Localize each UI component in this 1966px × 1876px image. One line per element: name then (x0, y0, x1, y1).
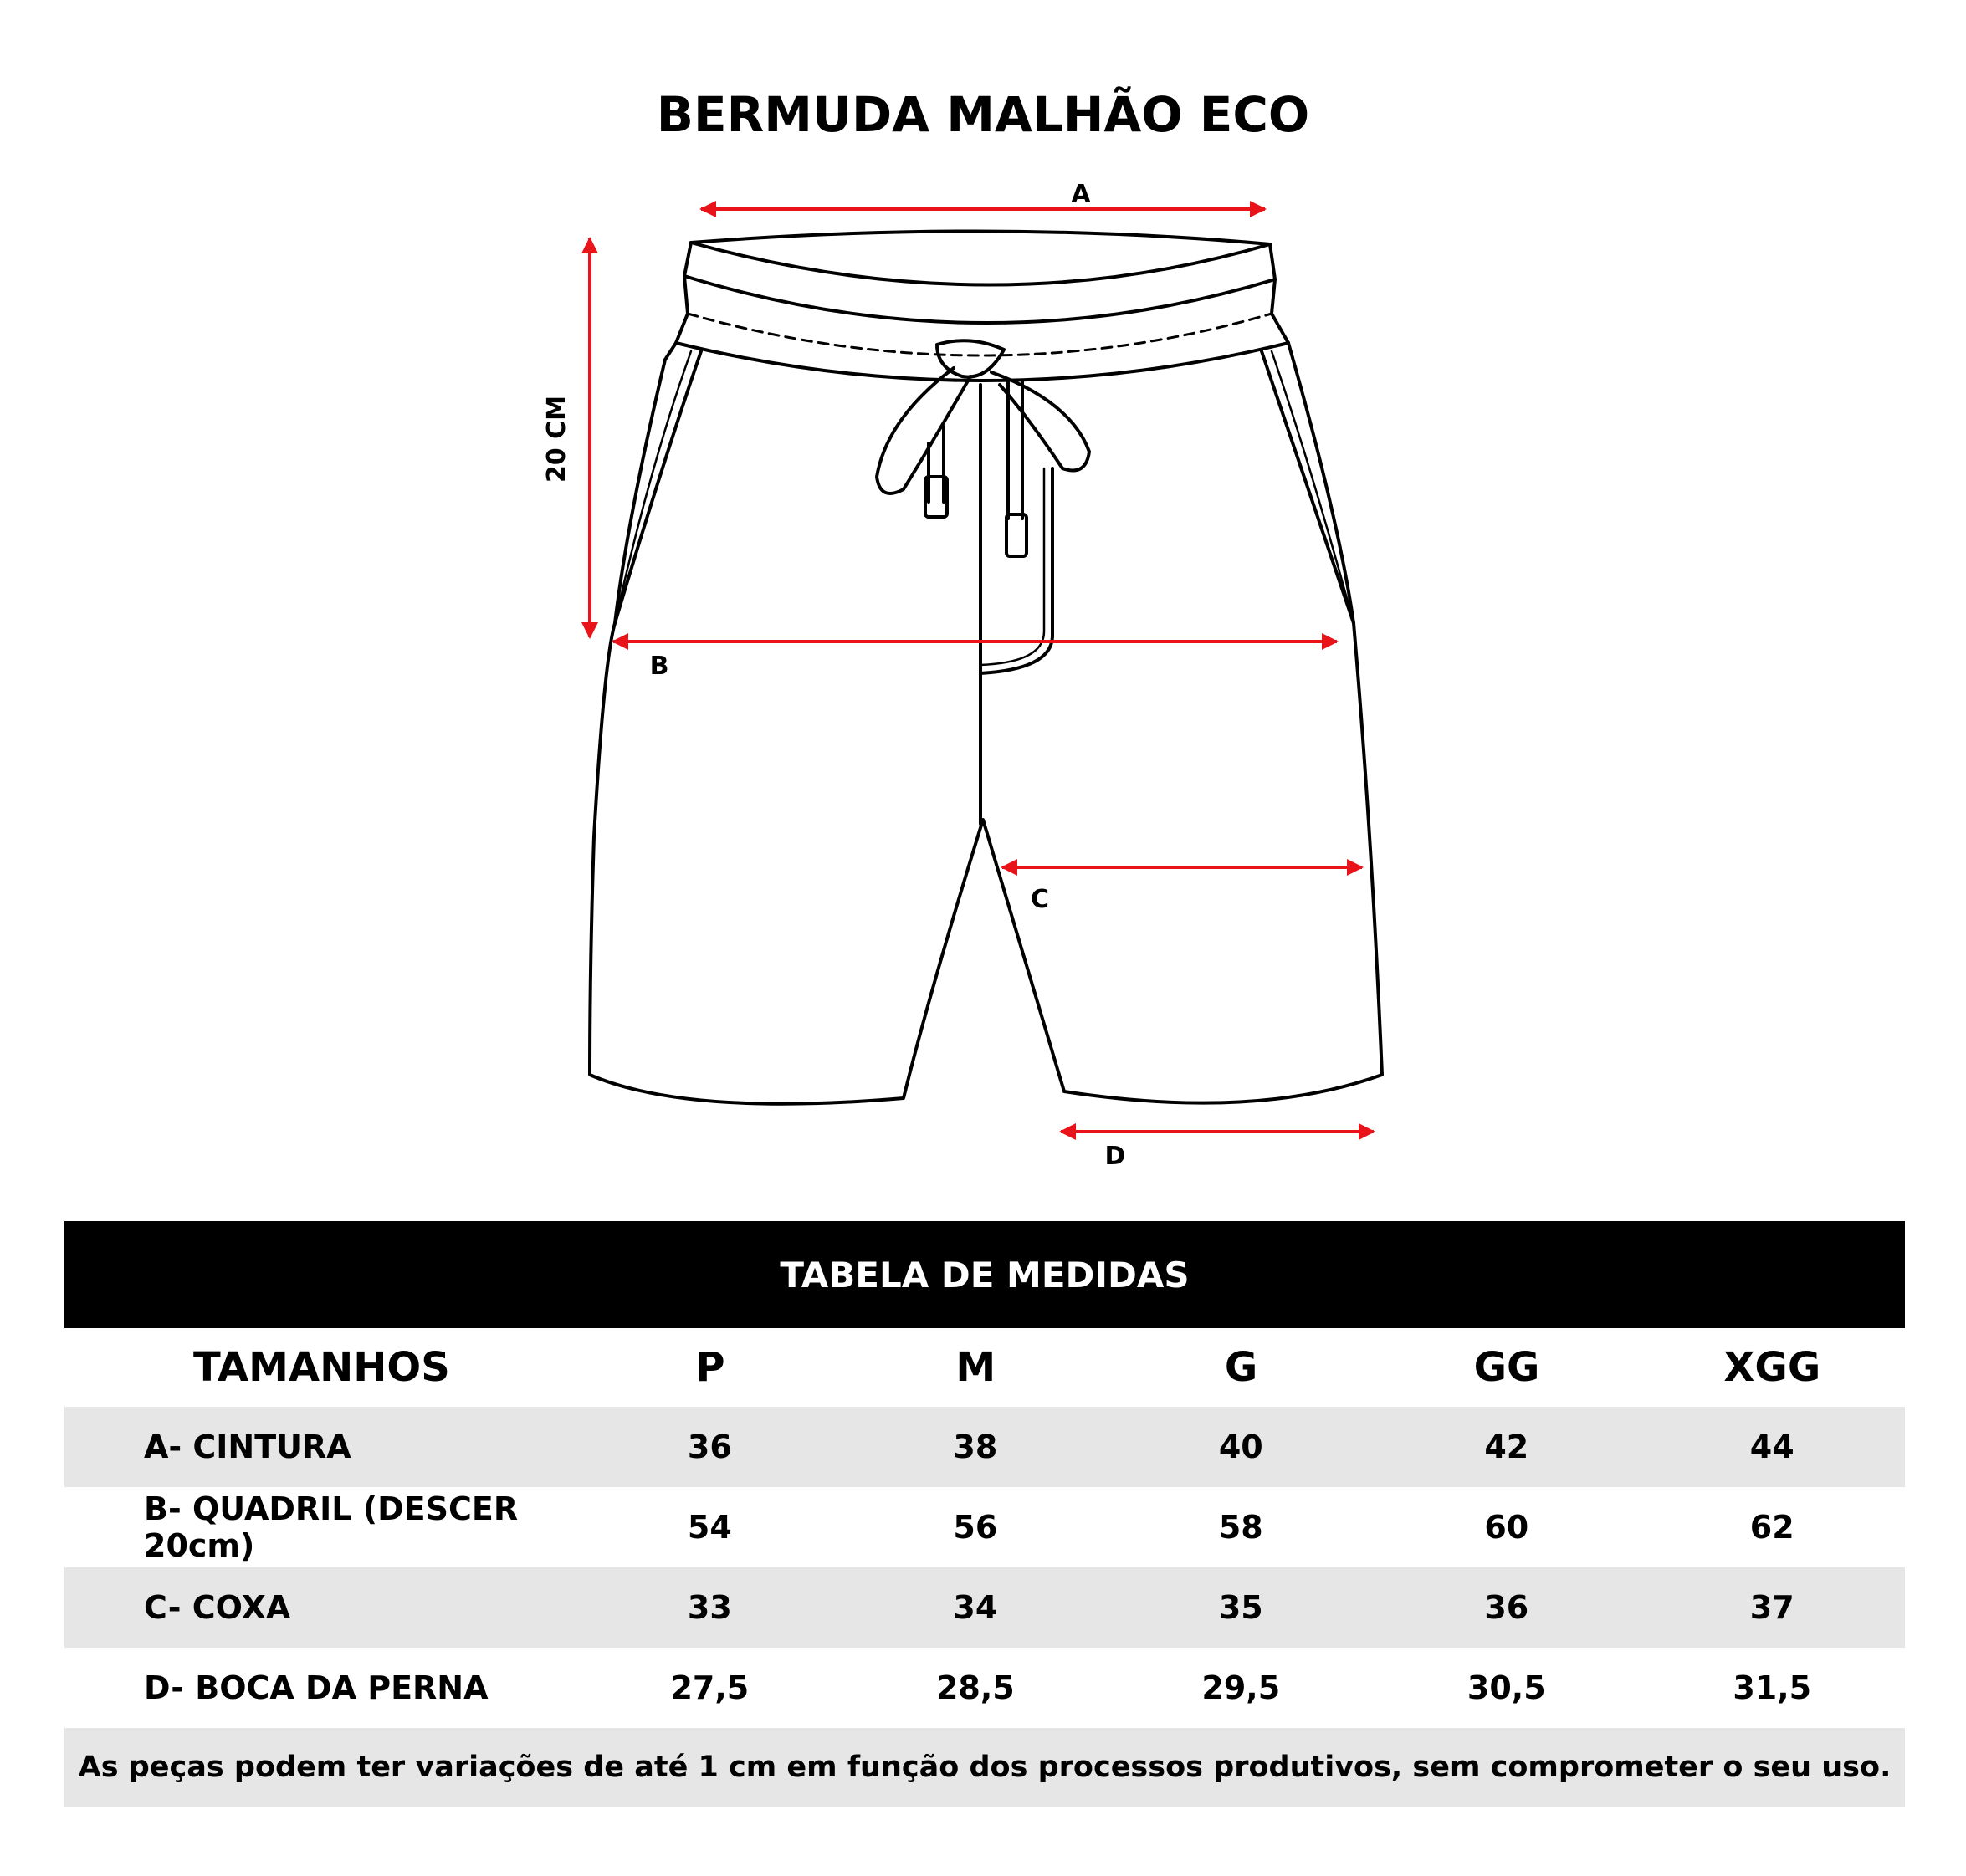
table-header: TABELA DE MEDIDAS (64, 1221, 1905, 1328)
drawstring-right-loop (991, 372, 1089, 471)
cell-value: 27,5 (670, 1669, 750, 1706)
shorts-outline (590, 231, 1382, 1103)
label-c: C (1030, 885, 1050, 914)
cell-value: 42 (1484, 1429, 1529, 1465)
cell-value: 62 (1749, 1509, 1794, 1546)
row-label: A- CINTURA (144, 1429, 351, 1465)
waistband-right-side (1270, 244, 1288, 343)
cell-value: 58 (1218, 1509, 1263, 1546)
cell-value: 31,5 (1733, 1669, 1812, 1706)
cell-value: 36 (1484, 1589, 1529, 1626)
cell-value: 40 (1218, 1429, 1263, 1465)
cell-value: 28,5 (935, 1669, 1015, 1706)
cell-value: 36 (687, 1429, 732, 1465)
size-heading-row (64, 1328, 1905, 1407)
size-gg: GG (1473, 1344, 1540, 1391)
cell-value: 30,5 (1467, 1669, 1546, 1706)
cell-value: 60 (1484, 1509, 1529, 1546)
right-pocket (1262, 351, 1354, 623)
cell-value: 38 (953, 1429, 998, 1465)
size-p: P (695, 1344, 725, 1391)
label-rise: 20 CM (542, 395, 571, 483)
cell-value: 29,5 (1201, 1669, 1281, 1706)
cell-value: 35 (1218, 1589, 1263, 1626)
cell-value: 33 (687, 1589, 732, 1626)
table-row (64, 1648, 1905, 1728)
table-row (64, 1407, 1905, 1487)
size-xgg: XGG (1723, 1344, 1821, 1391)
drawstring-left-loop (877, 368, 970, 493)
waistband-stitching-1 (688, 314, 1272, 355)
cell-value: 56 (953, 1509, 998, 1546)
cell-value: 34 (953, 1589, 998, 1626)
table-row (64, 1567, 1905, 1648)
size-table (64, 1221, 1905, 1807)
label-d: D (1104, 1142, 1126, 1171)
waistband-band-1 (684, 276, 1275, 323)
label-b: B (649, 652, 669, 681)
cell-value: 54 (687, 1509, 732, 1546)
cell-value: 37 (1749, 1589, 1794, 1626)
table-row (64, 1487, 1905, 1567)
row-label: D- BOCA DA PERNA (144, 1669, 489, 1706)
size-heading: TAMANHOS (193, 1344, 450, 1391)
page-title: BERMUDA MALHÃO ECO (656, 86, 1310, 143)
cell-value: 44 (1749, 1429, 1794, 1465)
shorts-body (590, 343, 1382, 1104)
label-a: A (1071, 180, 1091, 209)
measure-labels (542, 180, 1125, 1171)
row-label: B- QUADRIL (DESCER 20cm) (144, 1490, 519, 1564)
waistband-left-side (676, 243, 691, 343)
row-label: C- COXA (144, 1589, 291, 1626)
waistband-inner-curve (691, 243, 1270, 285)
drawstring-right-tip (1006, 514, 1027, 556)
size-g: G (1224, 1344, 1258, 1391)
footnote: As peças podem ter variações de até 1 cm em função dos processos produtivos, sem comprometer o seu uso. (64, 1728, 1905, 1807)
fly-stitch-inner (980, 468, 1044, 665)
size-m: M (955, 1344, 996, 1391)
waistband-top (691, 231, 1270, 244)
